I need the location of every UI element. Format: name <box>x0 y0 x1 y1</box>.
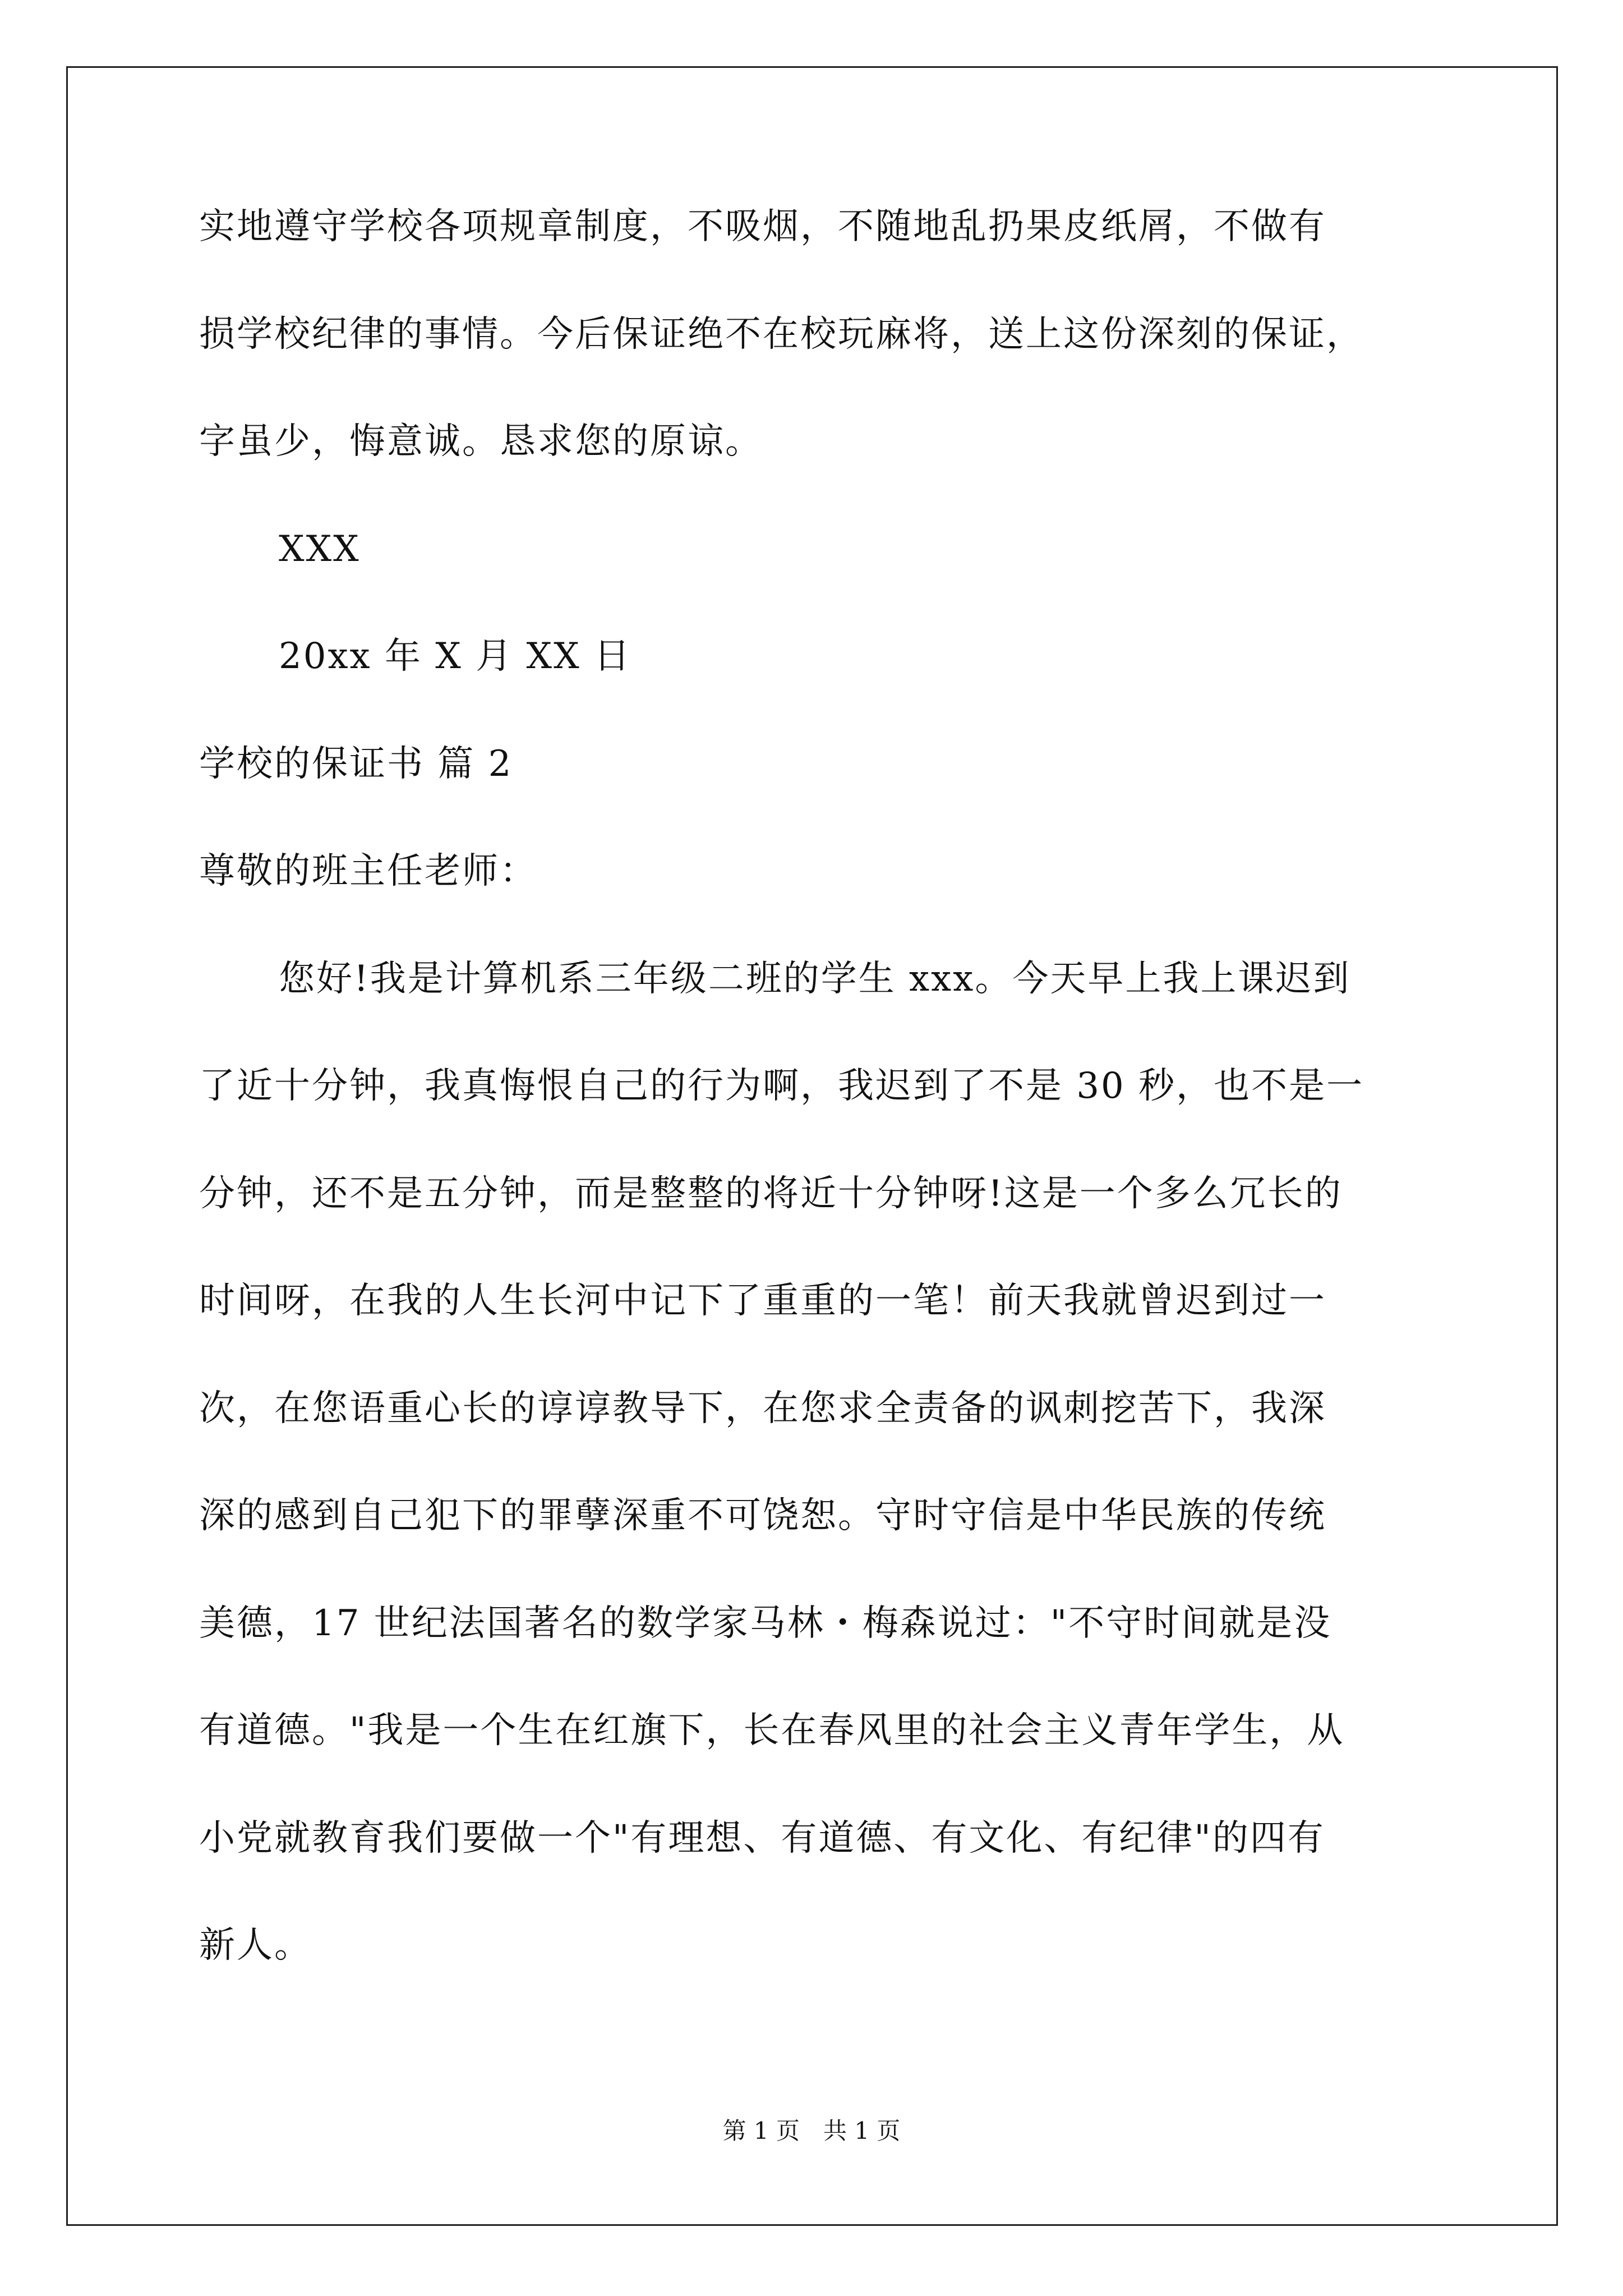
text-line-8: 您好!我是计算机系三年级二班的学生 xxx。今天早上我上课迟到 <box>279 958 1351 1000</box>
signature-name: XXX <box>279 528 361 570</box>
text-line-1: 实地遵守学校各项规章制度，不吸烟，不随地乱扔果皮纸屑，不做有 <box>199 206 1326 247</box>
salutation: 尊敬的班主任老师： <box>199 850 537 892</box>
text-line-9: 了近十分钟，我真悔恨自己的行为啊，我迟到了不是 30 秒，也不是一 <box>199 1065 1364 1107</box>
document-body <box>199 206 1433 2035</box>
text-line-17: 新人。 <box>199 1925 312 1966</box>
text-line-13: 深的感到自己犯下的罪孽深重不可饶恕。守时守信是中华民族的传统 <box>199 1495 1326 1536</box>
text-line-3: 字虽少，悔意诚。恳求您的原谅。 <box>199 421 763 462</box>
text-line-2: 损学校纪律的事情。今后保证绝不在校玩麻将，送上这份深刻的保证， <box>199 313 1364 355</box>
text-line-15: 有道德。"我是一个生在红旗下，长在春风里的社会主义青年学生，从 <box>199 1710 1345 1751</box>
text-line-16: 小党就教育我们要做一个"有理想、有道德、有文化、有纪律"的四有 <box>199 1817 1325 1859</box>
text-line-10: 分钟，还不是五分钟，而是整整的将近十分钟呀!这是一个多么冗长的 <box>199 1172 1343 1214</box>
page-footer: 第 1 页 共 1 页 <box>722 2117 901 2145</box>
text-line-11: 时间呀，在我的人生长河中记下了重重的一笔！前天我就曾迟到过一 <box>199 1280 1326 1322</box>
text-line-12: 次，在您语重心长的谆谆教导下，在您求全责备的讽刺挖苦下，我深 <box>199 1387 1326 1429</box>
signature-date: 20xx 年 X 月 XX 日 <box>279 636 632 677</box>
text-line-14: 美德，17 世纪法国著名的数学家马林・梅森说过："不守时间就是没 <box>199 1602 1332 1644</box>
section-heading: 学校的保证书 篇 2 <box>199 743 513 785</box>
